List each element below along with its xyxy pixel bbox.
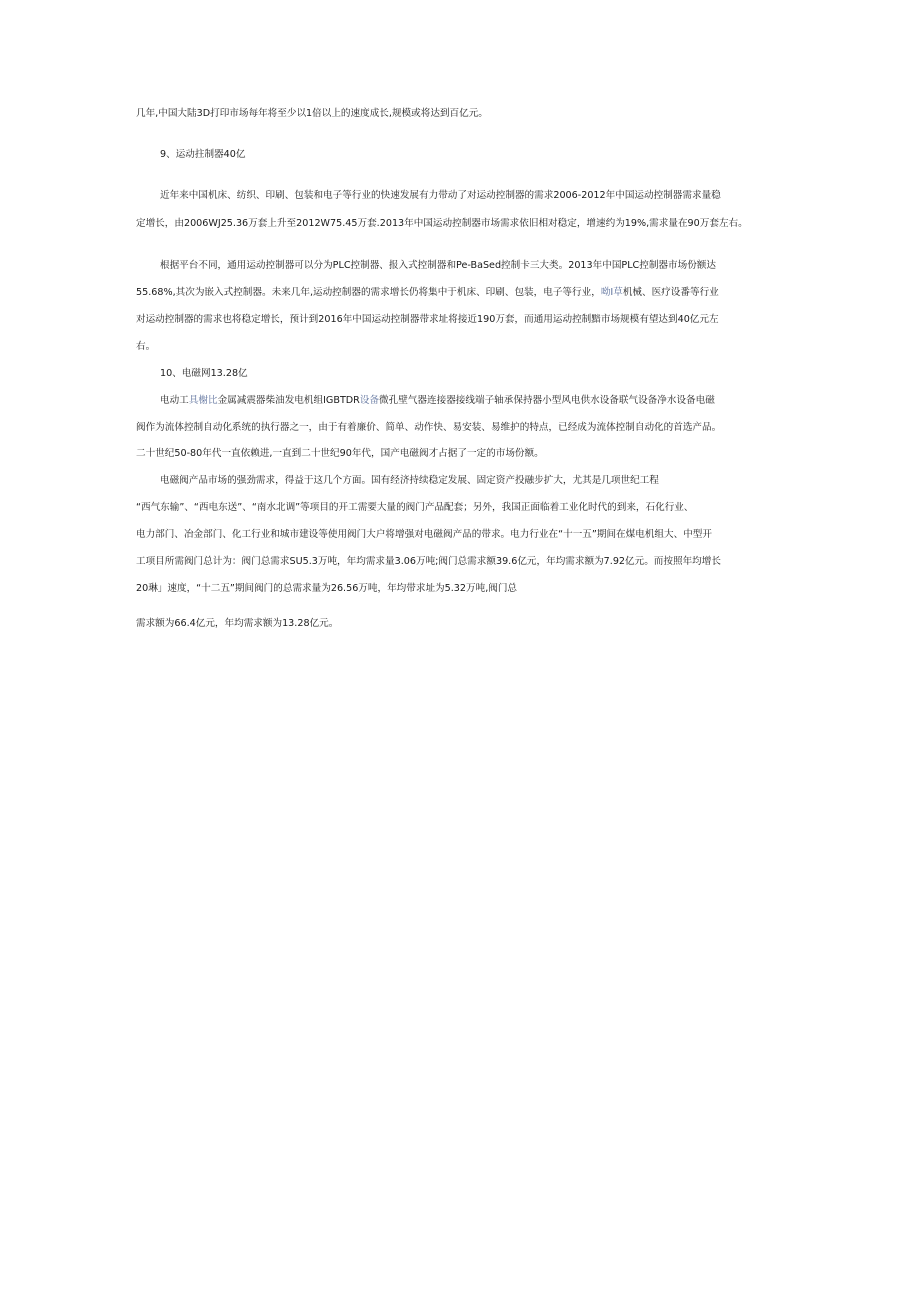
paragraph-line: 右。 bbox=[136, 341, 156, 352]
section-heading: 10、电磁网13.28亿 bbox=[160, 368, 248, 379]
text-segment: 金属减震器柴油发电机组IGBTDR bbox=[217, 395, 360, 406]
text-segment: 机械、医疗设番等行业 bbox=[622, 287, 719, 298]
text-segment: 55.68%,其次为嵌入式控制器。未来几年,运动控制器的需求增长仍将集中于机床、印刷、包装，电子等行业， bbox=[136, 287, 601, 298]
paragraph-line: 几年,中国大陆3D打印市场每年将至少以1倍以上的速度成长,规模或将达到百亿元。 bbox=[136, 108, 488, 119]
hyperlink-text[interactable]: 呦I草 bbox=[600, 287, 623, 298]
paragraph-line: 20琳」速度，“十二五”期间阀门的总需求量为26.56万吨，年均带求址为5.32万吨,阀门总 bbox=[136, 583, 518, 594]
paragraph-line: 电力部门、冶金部门、化工行业和城市建设等使用阀门大户将增强对电磁阀产品的带求。电力行业在“十一五”期间在煤电机组大、中型开 bbox=[136, 529, 712, 540]
section-heading: 9、运动拄制器40亿 bbox=[160, 149, 246, 160]
paragraph-line bbox=[160, 394, 800, 408]
hyperlink-text[interactable]: 具榭比 bbox=[188, 395, 218, 406]
paragraph-line: 阀作为流体控制自动化系统的执行器之一，由于有着廉价、简单、动作快、易安装、易维护的特点，已经成为流体控制自动化的首选产品。 bbox=[136, 422, 722, 433]
paragraph-line: 定增长，由2006WJ25.36万套上升至2012W75.45万套.2013年中国运动控制器市场需求依旧相对稳定，增速约为19%,需求量在90万套左右。 bbox=[136, 218, 748, 229]
paragraph-line: 二十世纪50-80年代一直依赖进,一直到二十世纪90年代，国产电磁阀才占据了一定的市场份额。 bbox=[136, 448, 544, 459]
text-segment: 电动工 bbox=[160, 395, 189, 406]
paragraph-line: 电磁阀产品市场的强劲需求，得益于这几个方面。国有经济持续稳定发展、固定资产投融步扩大，尤其是几项世纪工程 bbox=[160, 475, 659, 486]
paragraph-line: 需求额为66.4亿元，年均需求额为13.28亿元。 bbox=[136, 618, 339, 629]
paragraph-line: 对运动控制器的需求也将稳定增长，预计到2016年中国运动控制器带求址将接近190万套，而通用运动控制黯市场规模有望达到40亿元左 bbox=[136, 314, 719, 325]
paragraph-line: 工项目所需阀门总计为：阀门总需求SU5.3万吨，年均需求量3.06万吨;阀门总需求额39.6亿元，年均需求额为7.92亿元。而按照年均增长 bbox=[136, 556, 721, 567]
paragraph-line: 根据平台不同，通用运动控制器可以分为PLC控制器、报入式控制器和Pe-BaSed控制卡三大类。2013年中国PLC控制器市场份额达 bbox=[160, 260, 716, 271]
paragraph-line: 近年来中国机床、纺织、印刷、包装和电子等行业的快速发展有力带动了对运动控制器的需求2006-2012年中国运动控制器需求量稳 bbox=[160, 190, 721, 201]
paragraph-line: “西气东输”、“西电东送”、“南水北调”等项目的开工需要大量的阀门产品配套；另外，我国正面临着工业化时代的到来，石化行业、 bbox=[136, 502, 694, 513]
paragraph-line bbox=[136, 286, 800, 300]
hyperlink-text[interactable]: 设备 bbox=[359, 395, 380, 406]
text-segment: 微孔壁气器连接器接线端子轴承保持器小型风电供水设备联气设备净水设备电磁 bbox=[379, 395, 715, 406]
